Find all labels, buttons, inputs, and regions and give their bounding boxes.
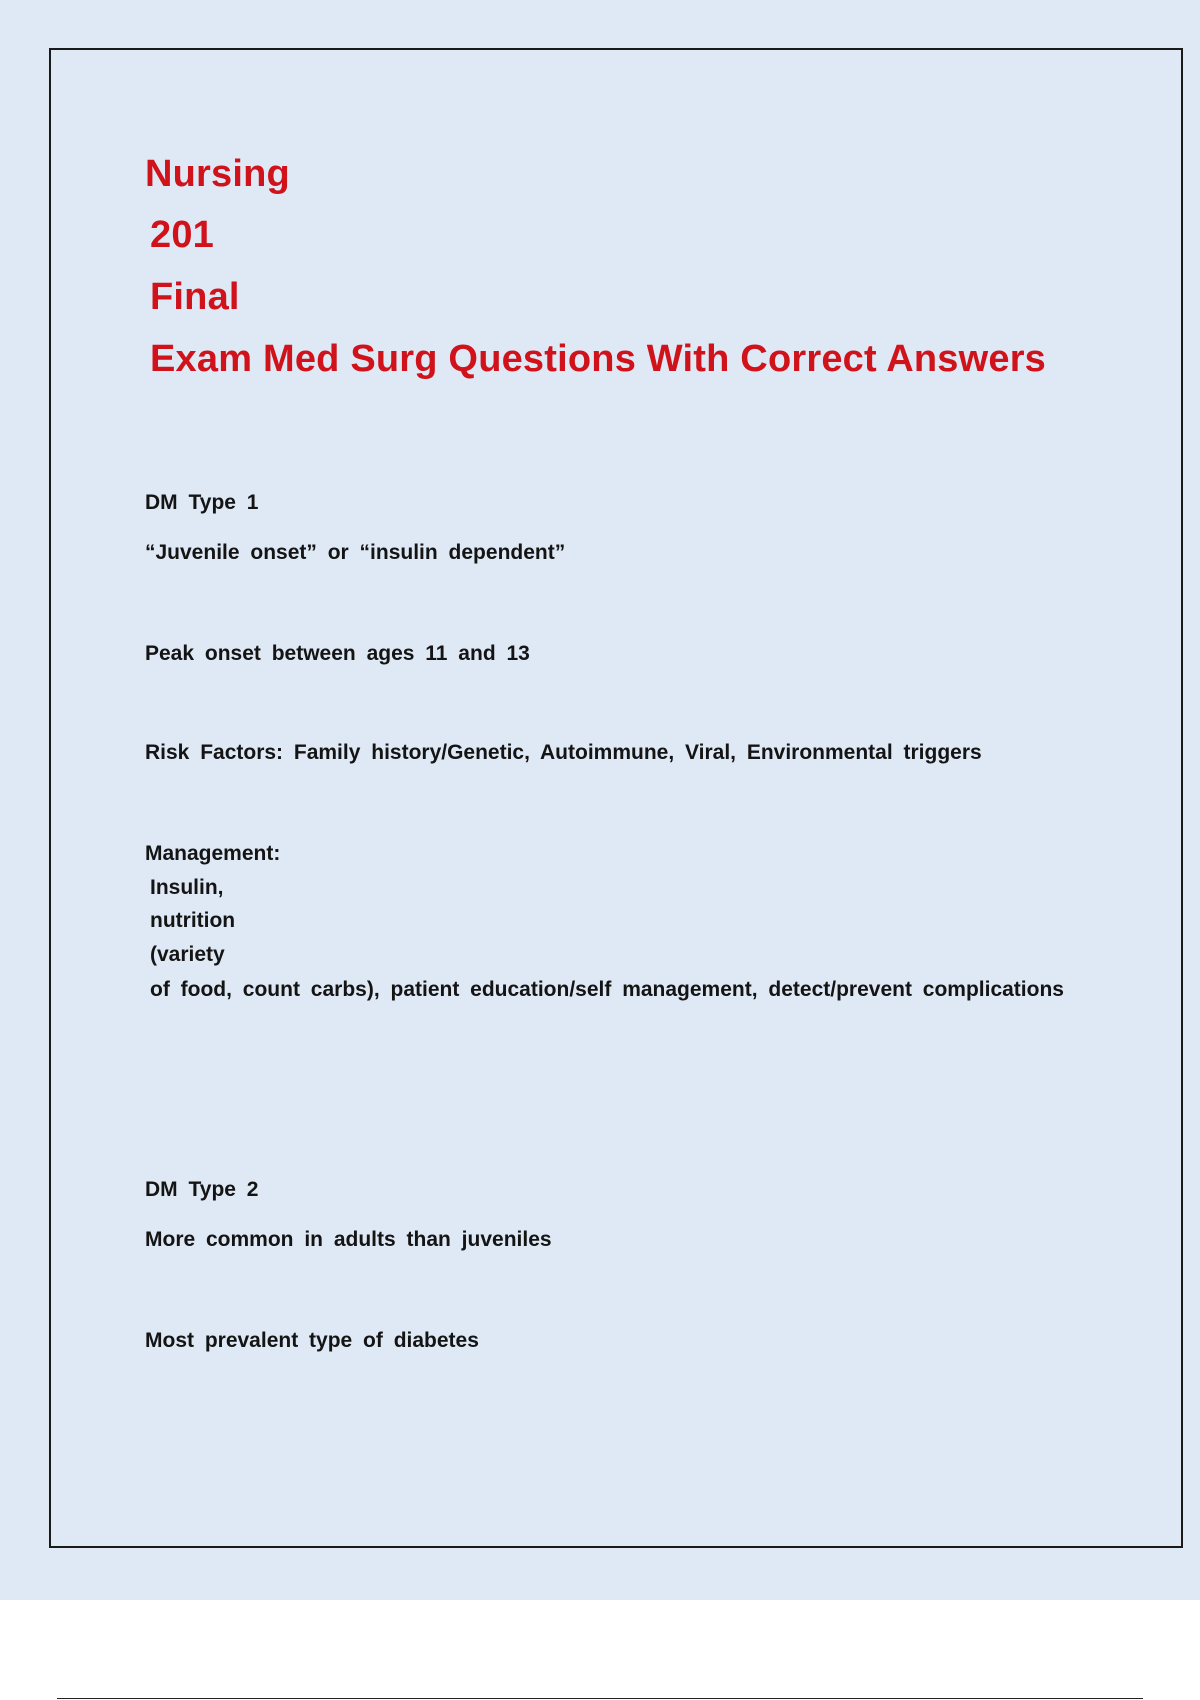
dm-type1-heading: DM Type 1 bbox=[145, 491, 259, 514]
dm-type1-risk-factors: Risk Factors: Family history/Genetic, Autoimmune, Viral, Environmental triggers bbox=[145, 741, 982, 764]
title-line-1: Nursing bbox=[145, 153, 290, 195]
dm-type2-heading: DM Type 2 bbox=[145, 1178, 259, 1201]
title-line-3: Final bbox=[150, 276, 240, 318]
management-line-2: nutrition bbox=[150, 909, 236, 932]
title-line-4: Exam Med Surg Questions With Correct Answers bbox=[150, 338, 1047, 380]
page-frame bbox=[49, 48, 1183, 1548]
dm-type1-management-label: Management: bbox=[145, 842, 281, 865]
dm-type1-peak-onset: Peak onset between ages 11 and 13 bbox=[145, 642, 530, 665]
dm-type2-line-2: Most prevalent type of diabetes bbox=[145, 1329, 479, 1352]
dm-type2-line-1: More common in adults than juveniles bbox=[145, 1228, 552, 1251]
title-line-2: 201 bbox=[150, 214, 215, 256]
management-line-1: Insulin, bbox=[150, 876, 224, 899]
dm-type1-subtitle: “Juvenile onset” or “insulin dependent” bbox=[145, 541, 566, 564]
management-line-4: of food, count carbs), patient education/self management, detect/prevent complications bbox=[150, 978, 1064, 1001]
footer-rule bbox=[57, 1698, 1143, 1699]
management-line-3: (variety bbox=[150, 943, 225, 966]
